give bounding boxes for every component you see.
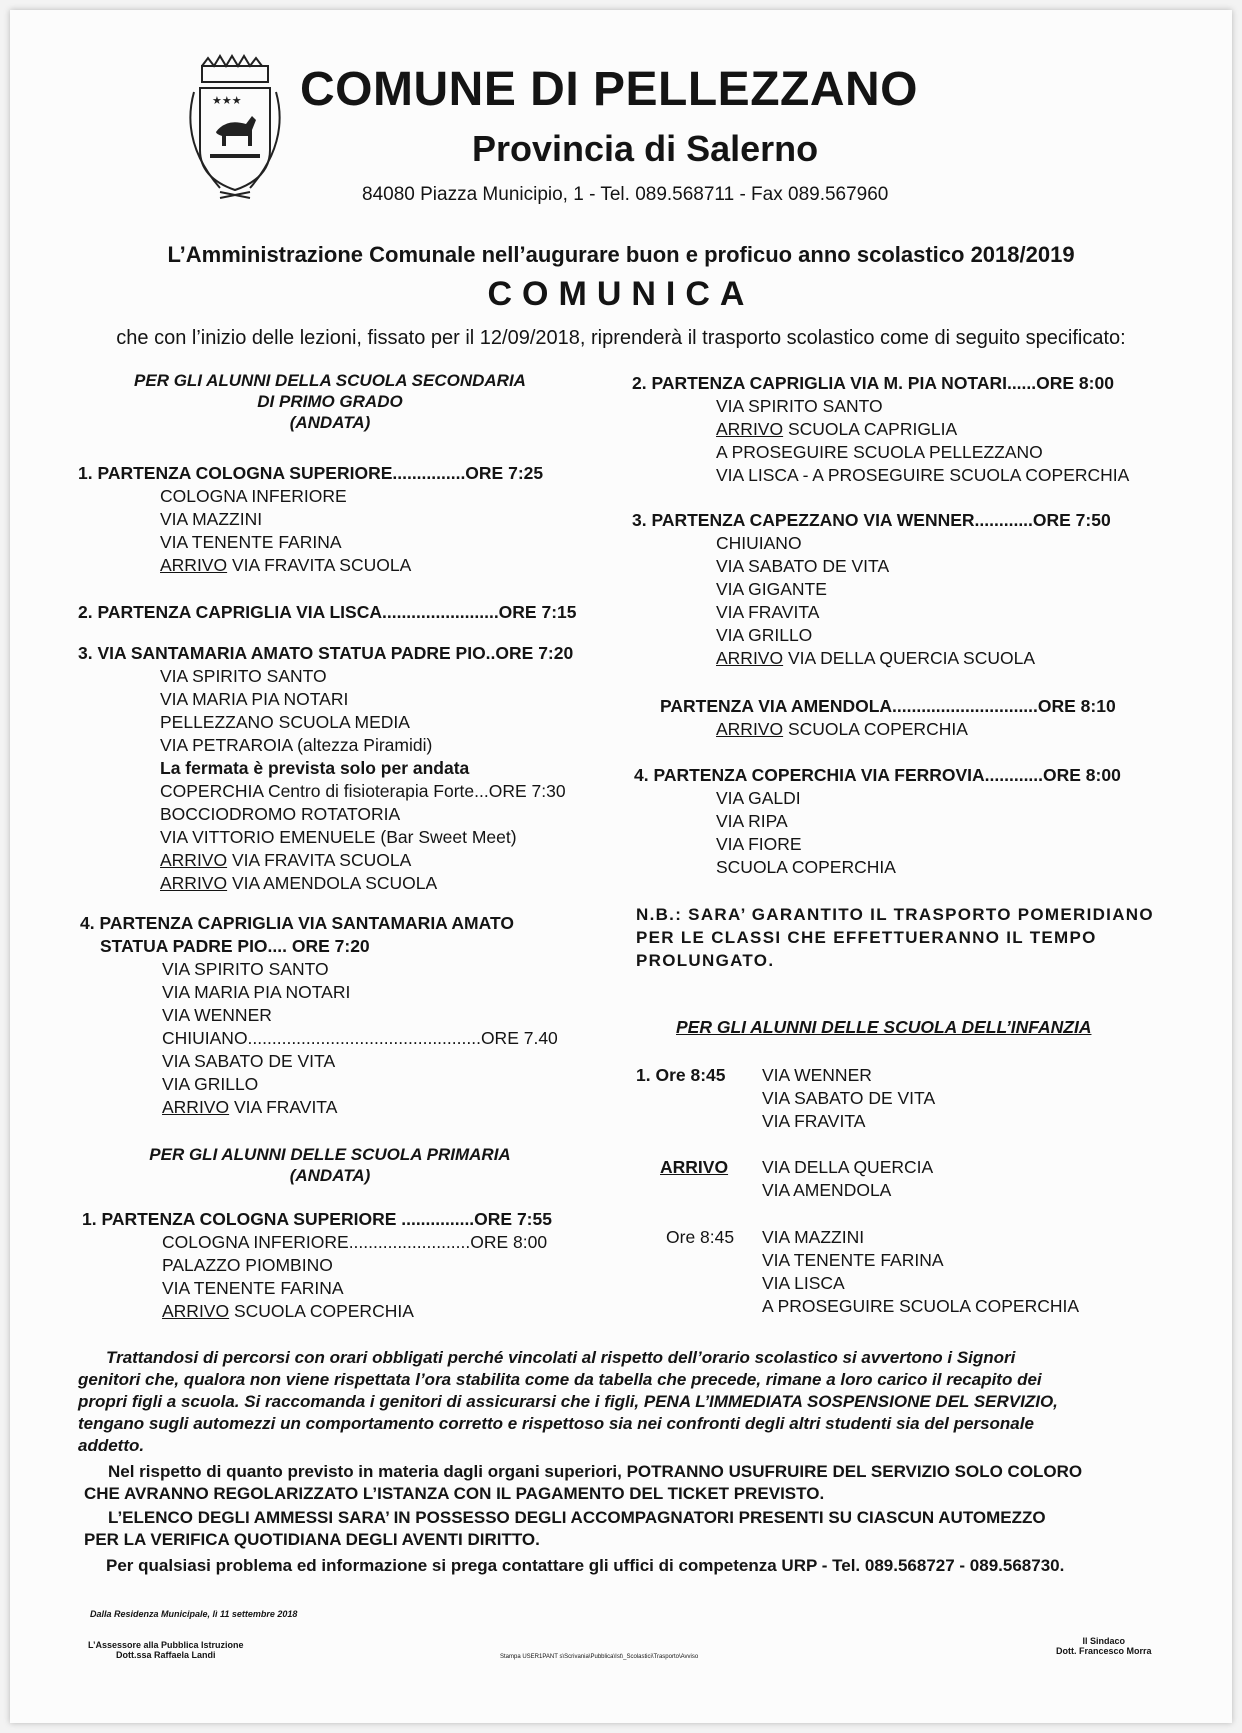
route-title: 2. PARTENZA CAPRIGLIA VIA M. PIA NOTARI......ORE 8:00 xyxy=(632,373,1114,393)
infanzia-header: PER GLI ALUNNI DELLE SCUOLA DELL’INFANZIA xyxy=(676,1017,1092,1037)
ticket-paragraph: Nel rispetto di quanto previsto in materia dagli organi superiori, POTRANNO USUFRUIRE DEL SERVIZIO SOLO COLORO CHE AVRANNO REGOLARIZZATO L’ISTANZA CON IL PAGAMENTO DEL TICKET PREVISTO. xyxy=(84,1462,1083,1503)
route-title: 1. PARTENZA COLOGNA SUPERIORE...............ORE 7:25 xyxy=(78,463,544,483)
contact-line: Per qualsiasi problema ed informazione si prega contattare gli uffici di competenza URP - Tel. 089.568727 - 089.568730. xyxy=(106,1556,1065,1575)
comunica-heading: COMUNICA xyxy=(487,275,755,313)
print-code: Stampa USER1PANT s\Scrivania\Pubblica\Ist\_Scolastici\Trasporto\Avviso xyxy=(500,1654,699,1660)
route-stops: CHIUIANO VIA SABATO DE VITA VIA GIGANTE VIA FRAVITA VIA GRILLO ARRIVO VIA DELLA QUERCIA SCUOLA xyxy=(716,533,1036,668)
route-stops: VIA DELLA QUERCIA VIA AMENDOLA xyxy=(762,1157,934,1200)
route-stops: VIA SPIRITO SANTO VIA MARIA PIA NOTARI VIA WENNER CHIUIANO................................................ORE 7.40 VIA SABATO DE VITA VIA GRILLO ARRIVO VIA FRAVITA xyxy=(162,959,558,1117)
warning-paragraph: Trattandosi di percorsi con orari obbligati perché vincolati al rispetto dell’orario scolastico si avvertono i Signori genitori che, qualora non viene rispettata l’ora stabilita come da tabella che precede, rimane a loro carico il recapito dei propri figli a scuola. Si raccomanda i genitori di assicurarsi che i figli, PENA L’IMMEDIATA SOSPENSIONE DEL SERVIZIO, tengano sugli automezzi un comportamento corretto e rispettoso sia nei confronti degli altri studenti sia del personale addetto. xyxy=(78,1348,1058,1455)
route-title: PARTENZA VIA AMENDOLA..............................ORE 8:10 xyxy=(660,696,1116,716)
route-title: 3. VIA SANTAMARIA AMATO STATUA PADRE PIO..ORE 7:20 xyxy=(78,643,574,663)
svg-text:★★★: ★★★ xyxy=(212,94,242,107)
intro-line: L’Amministrazione Comunale nell’augurare buon e proficuo anno scolastico 2018/2019 xyxy=(167,242,1075,267)
admitted-paragraph: L’ELENCO DEGLI AMMESSI SARA’ IN POSSESSO DEGLI ACCOMPAGNATORI PRESENTI SU CIASCUN AUTOMEZZO PER LA VERIFICA QUOTIDIANA DEGLI AVENTI DIRITTO. xyxy=(84,1508,1046,1549)
route-stops: COLOGNA INFERIORE VIA MAZZINI VIA TENENTE FARINA ARRIVO VIA FRAVITA SCUOLA xyxy=(160,486,412,575)
route-title: 2. PARTENZA CAPRIGLIA VIA LISCA........................ORE 7:15 xyxy=(78,602,577,622)
route-stops: VIA GALDI VIA RIPA VIA FIORE SCUOLA COPERCHIA xyxy=(716,788,896,877)
route-stops: COLOGNA INFERIORE.........................ORE 8:00 PALAZZO PIOMBINO VIA TENENTE FARINA ARRIVO SCUOLA COPERCHIA xyxy=(162,1232,548,1321)
infanzia-time-label: Ore 8:45 xyxy=(666,1227,735,1247)
coat-of-arms-icon xyxy=(180,52,290,212)
page-subtitle: Provincia di Salerno xyxy=(472,128,819,169)
primaria-header: PER GLI ALUNNI DELLE SCUOLA PRIMARIA (ANDATA) xyxy=(149,1145,511,1185)
assessore-signature: L’Assessore alla Pubblica Istruzione Dott.ssa Raffaela Landi xyxy=(88,1640,244,1660)
route-title: 1. PARTENZA COLOGNA SUPERIORE ...............ORE 7:55 xyxy=(82,1209,552,1229)
route-title: 4. PARTENZA CAPRIGLIA VIA SANTAMARIA AMATO xyxy=(80,913,514,933)
route-stops: VIA SPIRITO SANTO ARRIVO SCUOLA CAPRIGLIA A PROSEGUIRE SCUOLA PELLEZZANO VIA LISCA - A PROSEGUIRE SCUOLA COPERCHIA xyxy=(716,396,1130,485)
route-title: 4. PARTENZA COPERCHIA VIA FERROVIA............ORE 8:00 xyxy=(634,765,1121,785)
route-stops: ARRIVO SCUOLA COPERCHIA xyxy=(716,719,968,739)
page-title: COMUNE DI PELLEZZANO xyxy=(300,63,918,116)
route-stops: VIA SPIRITO SANTO VIA MARIA PIA NOTARI PELLEZZANO SCUOLA MEDIA VIA PETRAROIA (altezza Piramidi) La fermata è prevista solo per andata COPERCHIA Centro di fisioterapia Forte...ORE 7:30 BOCCIODROMO ROTATORIA VIA VITTORIO EMENUELE (Bar Sweet Meet) ARRIVO VIA FRAVITA SCUOLA ARRIVO VIA AMENDOLA SCUOLA xyxy=(160,666,566,893)
infanzia-arrivo-label: ARRIVO xyxy=(660,1157,729,1177)
document-date: Dalla Residenza Municipale, lì 11 settembre 2018 xyxy=(90,1609,298,1619)
route-title: STATUA PADRE PIO.... ORE 7:20 xyxy=(100,936,370,956)
nb-note: N.B.: SARA’ GARANTITO IL TRASPORTO POMERIDIANO PER LE CLASSI CHE EFFETTUERANNO IL TEMPO PROLUNGATO. xyxy=(636,905,1154,970)
route-stops: VIA MAZZINI VIA TENENTE FARINA VIA LISCA A PROSEGUIRE SCUOLA COPERCHIA xyxy=(762,1227,1080,1316)
route-stops: VIA WENNER VIA SABATO DE VITA VIA FRAVITA xyxy=(762,1065,936,1131)
lead-line: che con l’inizio delle lezioni, fissato per il 12/09/2018, riprenderà il trasporto scolastico come di seguito specificato: xyxy=(116,327,1126,349)
sindaco-signature: Il Sindaco Dott. Francesco Morra xyxy=(1056,1636,1152,1656)
secondaria-header: PER GLI ALUNNI DELLA SCUOLA SECONDARIA DI PRIMO GRADO (ANDATA) xyxy=(134,371,526,432)
infanzia-time-label: 1. Ore 8:45 xyxy=(636,1065,726,1085)
route-title: 3. PARTENZA CAPEZZANO VIA WENNER............ORE 7:50 xyxy=(632,510,1111,530)
municipality-address: 84080 Piazza Municipio, 1 - Tel. 089.568711 - Fax 089.567960 xyxy=(362,184,889,205)
